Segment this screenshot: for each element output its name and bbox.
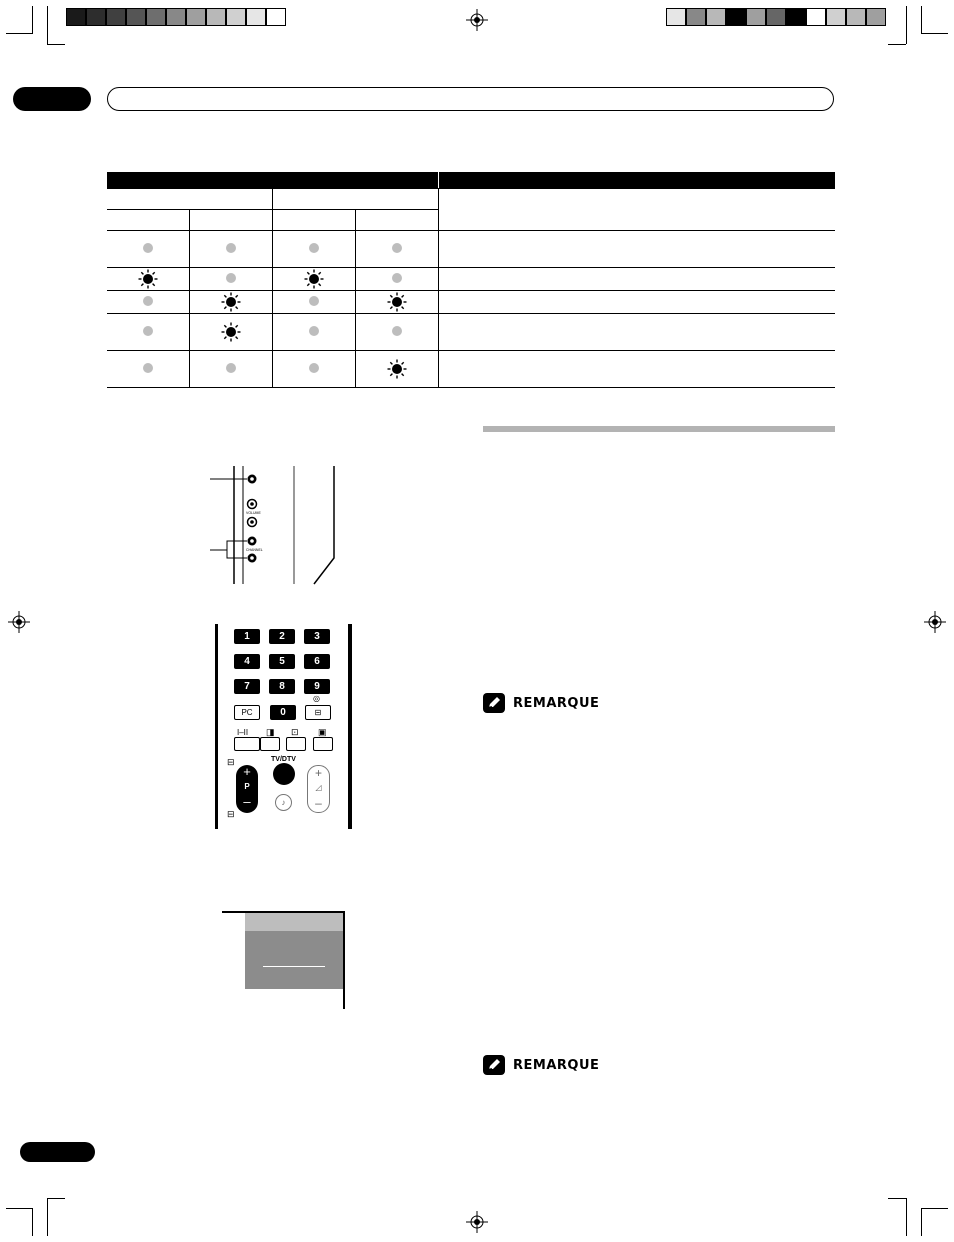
- led-state-cell: [273, 291, 356, 314]
- section-title-bar: [107, 87, 834, 111]
- calibration-swatch: [786, 8, 806, 26]
- crop-mark: [6, 1208, 32, 1209]
- mute-icon: ♪: [281, 798, 286, 807]
- calibration-swatch: [66, 8, 86, 26]
- calibration-swatch: [226, 8, 246, 26]
- digit-1-button[interactable]: 1: [234, 629, 260, 644]
- osd-screen: [245, 931, 343, 989]
- crop-mark: [47, 6, 48, 44]
- led-state-cell: [273, 268, 356, 291]
- timer-icon: ◎: [313, 694, 320, 703]
- calibration-swatch: [126, 8, 146, 26]
- led-state-cell: [107, 351, 190, 388]
- digit-2-button[interactable]: 2: [269, 629, 295, 644]
- led-off-icon: [143, 326, 153, 336]
- program-label: P: [244, 782, 250, 791]
- description-cell: [439, 291, 836, 314]
- note-label: REMARQUE: [513, 695, 600, 711]
- table-subheader-cell: [190, 210, 273, 231]
- page-up-icon: ⊟: [227, 757, 235, 767]
- led-state-cell: [107, 268, 190, 291]
- calibration-swatch: [146, 8, 166, 26]
- led-off-icon: [309, 296, 319, 306]
- digit-9-button[interactable]: 9: [304, 679, 330, 694]
- crop-mark: [888, 1198, 906, 1199]
- description-cell: [439, 314, 836, 351]
- led-state-cell: [190, 231, 273, 268]
- osd-underline: [263, 966, 325, 967]
- pc-button[interactable]: PC: [234, 705, 260, 720]
- program-plus-label: +: [243, 764, 251, 779]
- led-off-icon: [392, 326, 402, 336]
- crop-mark: [47, 1198, 65, 1199]
- note-heading: [483, 692, 613, 714]
- calibration-swatch: [746, 8, 766, 26]
- mute-button[interactable]: [275, 794, 292, 811]
- section-rule: [483, 426, 835, 432]
- table-row: [107, 314, 835, 351]
- volume-plus-label: +: [314, 766, 322, 780]
- function-button-1[interactable]: [234, 737, 260, 751]
- calibration-swatch: [106, 8, 126, 26]
- led-lit-icon: [138, 273, 158, 285]
- tv-side-panel-illustration: [210, 466, 342, 586]
- digit-7-button[interactable]: 7: [234, 679, 260, 694]
- calibration-swatch: [246, 8, 266, 26]
- led-lit-icon: [304, 273, 324, 285]
- led-off-icon: [392, 243, 402, 253]
- led-state-cell: [190, 314, 273, 351]
- led-state-cell: [356, 231, 439, 268]
- chapter-tab: [13, 87, 91, 111]
- calibration-swatch: [726, 8, 746, 26]
- calibration-swatch: [806, 8, 826, 26]
- volume-rocker[interactable]: [307, 765, 330, 813]
- volume-label: VOLUME: [246, 511, 261, 515]
- calibration-swatch: [686, 8, 706, 26]
- registration-mark-icon: [466, 9, 488, 31]
- digit-5-button[interactable]: 5: [269, 654, 295, 669]
- registration-mark-icon: [924, 611, 946, 633]
- crop-mark: [921, 1208, 922, 1236]
- led-state-cell: [107, 314, 190, 351]
- crop-mark: [922, 33, 948, 34]
- led-state-cell: [356, 291, 439, 314]
- tvdtv-label: TV/DTV: [271, 756, 296, 763]
- crop-mark: [47, 44, 65, 45]
- calibration-swatch: [266, 8, 286, 26]
- led-off-icon: [226, 273, 236, 283]
- hold-icon: ◨: [266, 727, 275, 737]
- on-screen-display-illustration: [222, 911, 346, 1011]
- digit-3-button[interactable]: 3: [304, 629, 330, 644]
- led-lit-icon: [387, 296, 407, 308]
- led-state-cell: [107, 231, 190, 268]
- calibration-swatch: [866, 8, 886, 26]
- calibration-swatch: [766, 8, 786, 26]
- description-cell: [439, 351, 836, 388]
- description-cell: [439, 268, 836, 291]
- table-subheader-cell: [107, 210, 190, 231]
- led-state-cell: [356, 268, 439, 291]
- remote-control-illustration: [215, 624, 352, 829]
- calibration-swatch: [86, 8, 106, 26]
- digit-6-button[interactable]: 6: [304, 654, 330, 669]
- calibration-swatch: [826, 8, 846, 26]
- program-minus-label: –: [243, 794, 251, 809]
- pencil-note-icon: [483, 693, 505, 713]
- input-button[interactable]: [305, 705, 331, 720]
- table-subheader-cell: [356, 210, 439, 231]
- digit-0-button[interactable]: 0: [270, 705, 296, 720]
- crop-mark: [888, 44, 906, 45]
- calibration-swatch: [186, 8, 206, 26]
- led-lit-icon: [221, 296, 241, 308]
- led-off-icon: [309, 326, 319, 336]
- calibration-swatch: [846, 8, 866, 26]
- crop-mark: [906, 1198, 907, 1236]
- table-header-cell: [107, 172, 439, 189]
- volume-minus-label: –: [315, 796, 322, 810]
- led-off-icon: [226, 243, 236, 253]
- note-label: REMARQUE: [513, 1057, 600, 1073]
- table-subheader-cell: [273, 210, 356, 231]
- calibration-swatch: [166, 8, 186, 26]
- channel-label: CHANNEL: [246, 548, 263, 552]
- led-off-icon: [226, 363, 236, 373]
- input-icon: ⊟: [314, 708, 322, 717]
- led-lit-icon: [387, 363, 407, 375]
- description-cell: [439, 231, 836, 268]
- calibration-swatch: [206, 8, 226, 26]
- teletext-page-icon: ⊡: [291, 727, 299, 737]
- page-down-icon: ⊟: [227, 809, 235, 819]
- crop-mark: [906, 6, 907, 44]
- table-header-cell: [439, 172, 836, 189]
- digit-4-button[interactable]: 4: [234, 654, 260, 669]
- osd-title-band: [245, 913, 343, 931]
- crop-mark: [32, 6, 33, 34]
- digit-8-button[interactable]: 8: [269, 679, 295, 694]
- table-row: [107, 268, 835, 291]
- led-state-cell: [190, 268, 273, 291]
- led-off-icon: [143, 243, 153, 253]
- function-button-2[interactable]: [260, 737, 280, 751]
- table-subheader-cell: [273, 189, 439, 210]
- led-state-cell: [190, 291, 273, 314]
- led-status-table: [107, 172, 835, 388]
- led-lit-icon: [221, 326, 241, 338]
- sound-mode-label: I–II: [237, 728, 249, 737]
- led-off-icon: [392, 273, 402, 283]
- table-subheader-cell: [107, 189, 273, 210]
- table-subheader-row: [107, 189, 835, 210]
- registration-mark-icon: [466, 1211, 488, 1233]
- note-heading: [483, 1054, 613, 1076]
- led-state-cell: [273, 314, 356, 351]
- crop-mark: [47, 1198, 48, 1236]
- crop-mark: [6, 33, 32, 34]
- function-button-4[interactable]: [313, 737, 333, 751]
- volume-icon: ◿: [315, 783, 322, 792]
- led-off-icon: [309, 243, 319, 253]
- led-state-cell: [107, 291, 190, 314]
- crop-mark: [922, 1208, 948, 1209]
- table-row: [107, 291, 835, 314]
- led-off-icon: [143, 363, 153, 373]
- program-rocker[interactable]: [236, 765, 258, 813]
- calibration-swatch: [706, 8, 726, 26]
- tvdtv-button[interactable]: [273, 763, 295, 785]
- pencil-note-icon: [483, 1055, 505, 1075]
- led-state-cell: [273, 231, 356, 268]
- led-state-cell: [273, 351, 356, 388]
- table-row: [107, 351, 835, 388]
- description-cell: [439, 189, 836, 231]
- led-state-cell: [190, 351, 273, 388]
- subpage-icon: ▣: [318, 727, 327, 737]
- crop-mark: [921, 6, 922, 34]
- calibration-swatch: [666, 8, 686, 26]
- led-off-icon: [309, 363, 319, 373]
- crop-mark: [32, 1208, 33, 1236]
- table-header-row: [107, 172, 835, 189]
- led-state-cell: [356, 351, 439, 388]
- led-state-cell: [356, 314, 439, 351]
- led-off-icon: [143, 296, 153, 306]
- registration-mark-icon: [8, 611, 30, 633]
- page-number-tab: [20, 1142, 95, 1162]
- table-row: [107, 231, 835, 268]
- function-button-3[interactable]: [286, 737, 306, 751]
